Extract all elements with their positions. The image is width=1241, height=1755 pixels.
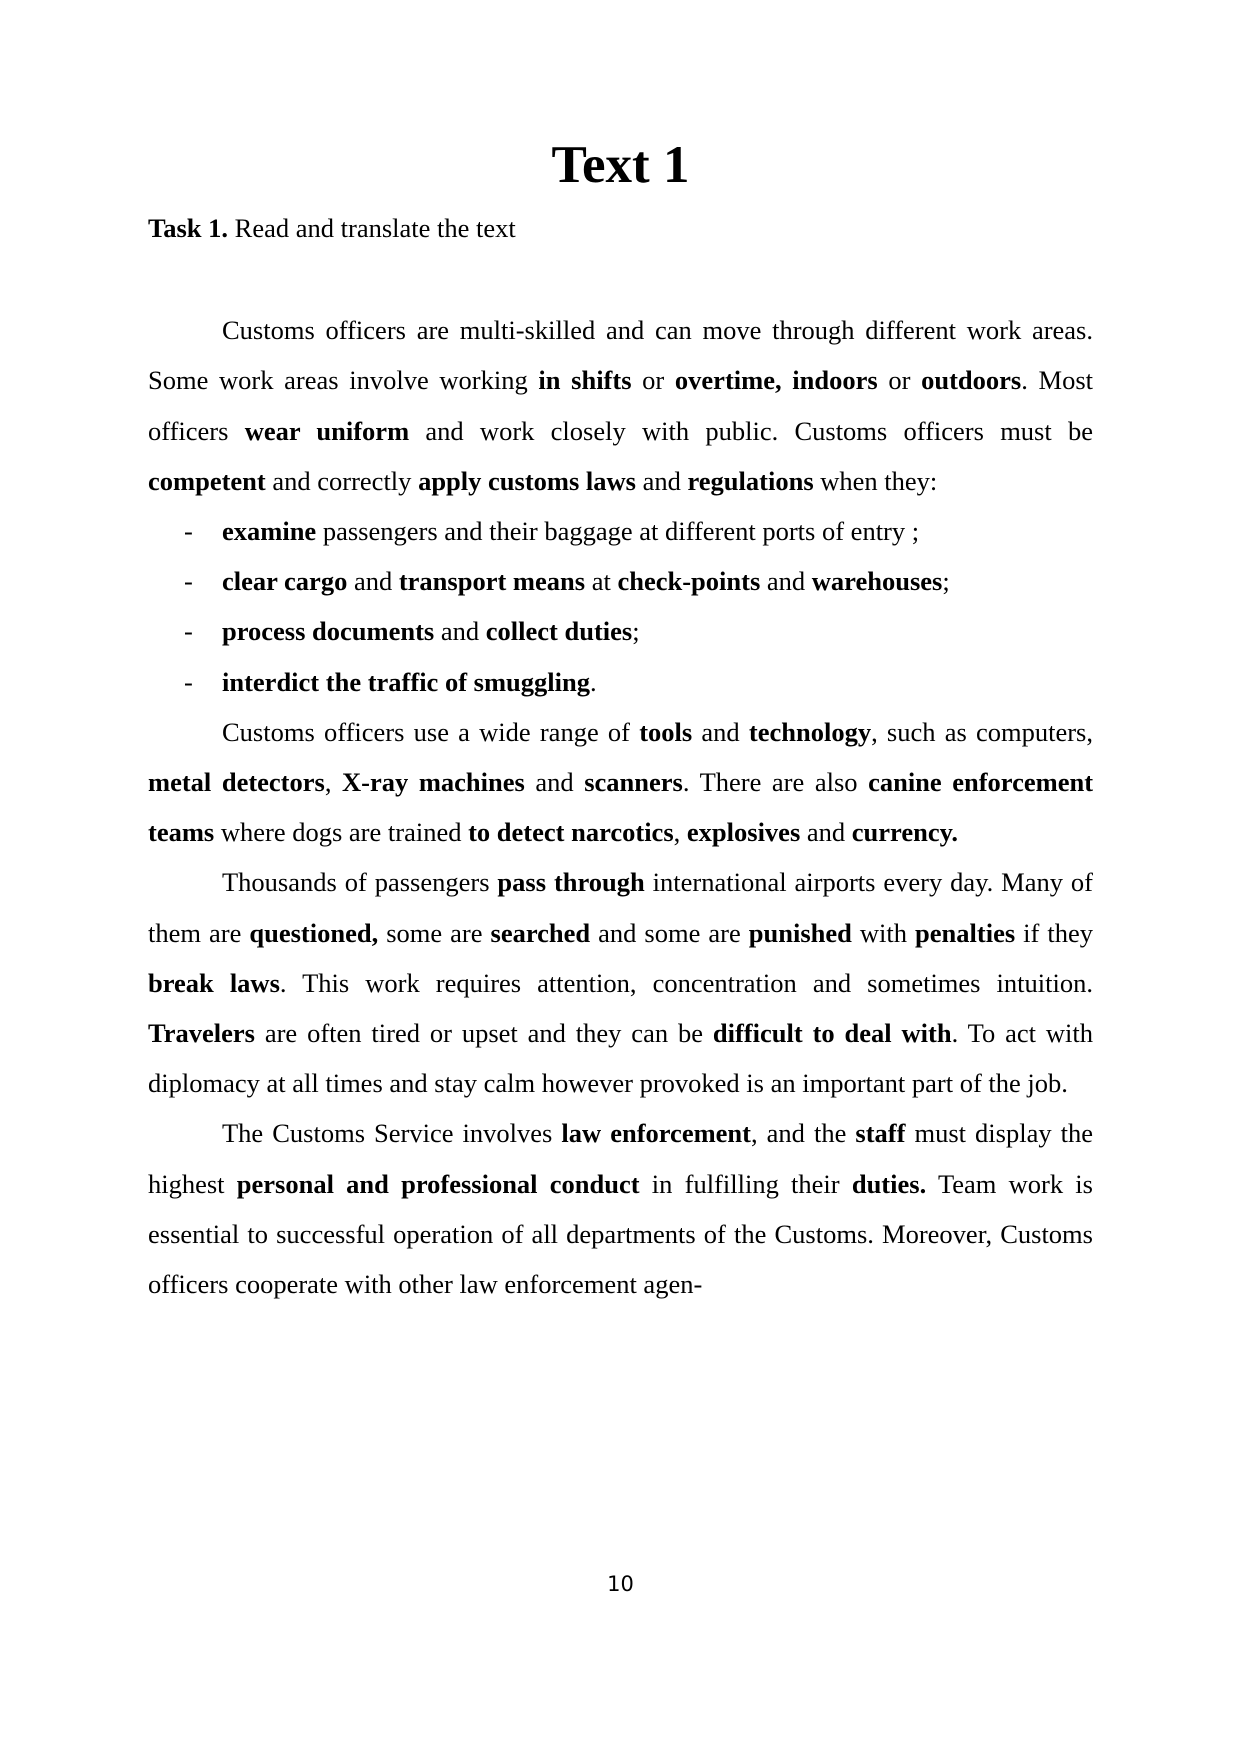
page-number: 10 [607,1572,634,1596]
text-run: and [434,616,486,647]
text-run: some are [378,917,491,948]
text-run: and [692,716,749,747]
list-item [148,606,1093,656]
bold-term: overtime, indoors [674,365,878,396]
text-run: , [324,767,343,798]
bold-term: staff [855,1118,906,1149]
bold-term: law enforcement [561,1118,751,1149]
bold-term: process documents [222,616,435,647]
bold-term: break laws [148,967,280,998]
paragraph-3 [148,857,1093,1108]
task-instruction [148,203,1093,253]
text-run: or [631,365,675,396]
dash-bullet: - [184,666,193,697]
list-item [148,556,1093,606]
text-run: . Most officers [148,365,1093,446]
text-run: or [877,365,922,396]
text-run: and [347,566,399,597]
text-run: at [585,566,618,597]
task-label: Task 1. [148,213,229,243]
bold-term: to detect narcotics [468,817,674,848]
text-run: passengers and their baggage at different ports of entry ; [316,516,920,547]
text-run: . There are also [682,767,869,798]
bold-term: personal and professional conduct [236,1168,640,1199]
text-run: , [673,817,687,848]
text-run: , such as computers, [871,716,1093,747]
bold-term: canine enforcement teams [148,767,1094,848]
bold-term: apply customs laws [418,465,636,496]
text-run: ; [632,616,640,647]
text-run: . [590,666,597,697]
task-text: Read and translate the text [234,213,516,243]
bold-term: interdict the traffic of smuggling [222,666,590,697]
list-item [148,657,1093,707]
bold-term: scanners [584,767,683,798]
bold-term: warehouses [811,566,943,597]
text-run: and [524,767,585,798]
bold-term: transport means [398,566,586,597]
paragraph-2 [148,707,1093,858]
text-run: . This work requires attention, concentration and sometimes intuition. [279,967,1093,998]
list-item [148,506,1093,556]
text-run: in fulfilling their [639,1168,852,1199]
text-run: are often tired or upset and they can be [254,1018,713,1049]
text-run: The Customs Service involves [222,1118,562,1149]
bold-term: questioned, [249,917,379,948]
text-run: if they [1015,917,1093,948]
text-run: ; [942,566,950,597]
bold-term: explosives [686,817,801,848]
text-run: and [636,465,688,496]
text-run: and work closely with public. Customs officers must be [409,415,1094,446]
text-run: Thousands of passengers [222,867,498,898]
bold-term: tools [639,716,693,747]
text-run: where dogs are trained [214,817,469,848]
text-run: international airports every day. Many of them are [148,867,1093,948]
text-run: . To act with diplomacy at all times and stay calm however provoked is an important part of the job. [148,1018,1093,1099]
text-run: must display the highest [148,1118,1094,1199]
text-run: and [800,817,852,848]
text-run: with [851,917,916,948]
text-run: , and the [750,1118,856,1149]
dash-bullet: - [184,516,193,547]
article-body [148,305,1093,1309]
bold-term: currency. [851,817,959,848]
text-run: and [760,566,812,597]
text-run: Team work is essential to successful operation of all departments of the Customs. Moreover, Customs officers cooperate with other law enforcement agen- [148,1168,1093,1300]
bold-term: wear uniform [244,415,410,446]
text-run: and correctly [265,465,419,496]
bold-term: metal detectors [148,767,325,798]
dash-bullet: - [184,616,193,647]
bold-term: technology [748,716,872,747]
page-title: Text 1 [551,136,690,194]
bold-term: searched [490,917,591,948]
bold-term: check-points [617,566,761,597]
bold-term: in shifts [538,365,632,396]
bold-term: competent [148,465,266,496]
bold-term: outdoors [921,365,1022,396]
bold-term: Travelers [148,1018,255,1049]
text-run: and some are [590,917,749,948]
text-run: when they: [813,465,938,496]
bold-term: pass through [497,867,645,898]
bold-term: difficult to deal with [712,1018,952,1049]
bold-term: examine [222,516,317,547]
bold-term: duties. [851,1168,927,1199]
text-run: Customs officers use a wide range of [222,716,640,747]
bold-term: collect duties [485,616,633,647]
bold-term: clear cargo [222,566,348,597]
text-run: Customs officers are multi-skilled and can move through different work areas. Some work areas involve working [148,315,1093,396]
page-content [148,136,1094,1309]
bold-term: punished [748,917,852,948]
bold-term: regulations [687,465,814,496]
duties-list [148,506,1093,707]
dash-bullet: - [184,566,193,597]
bold-term: penalties [915,917,1016,948]
paragraph-1 [148,305,1093,506]
bold-term: X-ray machines [342,767,525,798]
paragraph-4 [148,1108,1093,1309]
